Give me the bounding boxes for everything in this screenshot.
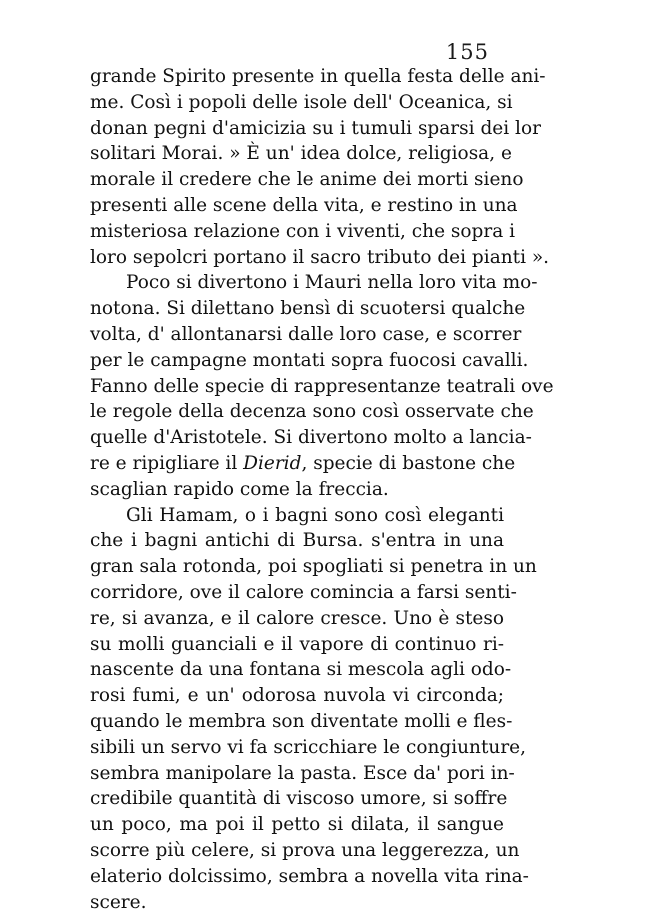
- text-line: che i bagni antichi di Bursa. s'entra in una: [90, 528, 504, 554]
- text-line: loro sepolcri portano il sacro tributo dei pianti ».: [90, 245, 504, 271]
- page-number: 155: [446, 40, 489, 64]
- text-line: scorre più celere, si prova una leggerezza, un: [90, 838, 504, 864]
- text-line: Poco si divertono i Mauri nella loro vita mo-: [90, 270, 504, 296]
- text-line: me. Così i popoli delle isole dell' Oceanica, si: [90, 90, 504, 116]
- text-line: quando le membra son diventate molli e fles-: [90, 709, 504, 735]
- text-line: sembra manipolare la pasta. Esce da' pori in-: [90, 761, 504, 787]
- text-line: re e ripigliare il Dierid, specie di bastone che: [90, 451, 504, 477]
- text-line: quelle d'Aristotele. Si divertono molto a lanciа-: [90, 425, 504, 451]
- text-line: sibili un servo vi fa scricchiare le congiunture,: [90, 735, 504, 761]
- text-line: re, si avanza, e il calore cresce. Uno è steso: [90, 606, 504, 632]
- italic-term: Dierid: [243, 453, 301, 474]
- text-line: corridore, ove il calore comincia a farsi senti-: [90, 580, 504, 606]
- text-line: volta, d' allontanarsi dalle loro case, e scorrer: [90, 322, 504, 348]
- text-line: presenti alle scene della vita, e restino in una: [90, 193, 504, 219]
- text-line: donan pegni d'amicizia su i tumuli sparsi dei lor: [90, 116, 504, 142]
- text-line: credibile quantità di viscoso umore, si soffre: [90, 786, 504, 812]
- text-line: elaterio dolcissimo, sembra a novella vita rina-: [90, 864, 504, 890]
- text-line: Fanno delle specie di rappresentanze teatrali ove: [90, 374, 504, 400]
- text-line: per le campagne montati sopra fuocosi cavalli.: [90, 348, 504, 374]
- text-line: gran sala rotonda, poi spogliati si penetra in un: [90, 554, 504, 580]
- text-line: su molli guanciali e il vapore di continuo ri-: [90, 632, 504, 658]
- text-line: rosi fumi, e un' odorosa nuvola vi circonda;: [90, 683, 504, 709]
- text-line: un poco, ma poi il petto si dilata, il sangue: [90, 812, 504, 838]
- body-text: [90, 64, 504, 915]
- text-line: morale il credere che le anime dei morti sieno: [90, 167, 504, 193]
- text-line: Gli Hamam, o i bagni sono così eleganti: [90, 503, 504, 529]
- text-line: scere.: [90, 890, 504, 915]
- text-line: scaglian rapido come la freccia.: [90, 477, 504, 503]
- text-line: misteriosa relazione con i viventi, che sopra i: [90, 219, 504, 245]
- text-line: le regole della decenza sono così osservate che: [90, 399, 504, 425]
- text-line: solitari Morai. » È un' idea dolce, religiosa, e: [90, 141, 504, 167]
- text-line: nascente da una fontana si mescola agli odo-: [90, 657, 504, 683]
- text-line: grande Spirito presente in quella festa delle ani-: [90, 64, 504, 90]
- text-line: notona. Si dilettano bensì di scuotersi qualche: [90, 296, 504, 322]
